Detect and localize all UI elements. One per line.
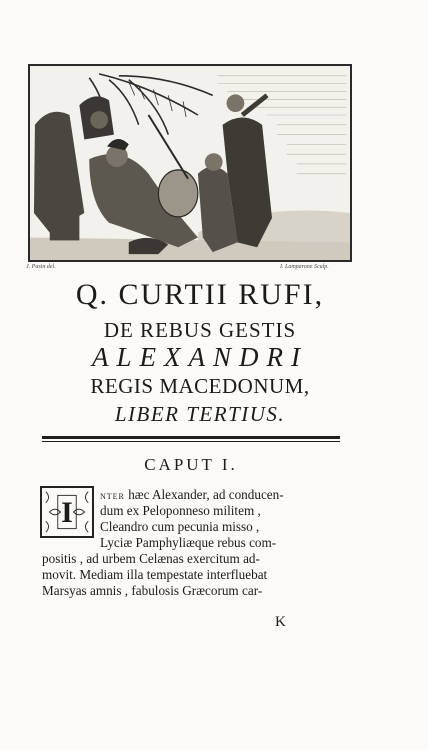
- text-line: dum ex Peloponneso militem ,: [100, 503, 261, 518]
- ornamental-initial: [40, 486, 94, 538]
- text-line: Marsyas amnis , fabulosis Græcorum car-: [42, 583, 263, 598]
- frontispiece-engraving: [28, 64, 352, 262]
- title-name: ALEXANDRI: [92, 342, 308, 372]
- title-epithet: REGIS MACEDONUM,: [90, 374, 310, 398]
- title-author: Q. CURTII RUFI,: [75, 278, 325, 311]
- text-line: [100, 487, 284, 504]
- title-book: LIBER TERTIUS.: [114, 402, 286, 426]
- chapter-heading: CAPUT I.: [144, 455, 238, 474]
- engraving-credit-artist: J. Pasin del.: [26, 264, 56, 270]
- first-line-text: hæc Alexander, ad conducen-: [124, 487, 284, 502]
- text-line: Cleandro cum pecunia misso ,: [100, 519, 260, 534]
- text-line: Lyciæ Pamphyliæque rebus com-: [100, 535, 277, 550]
- first-word-smallcaps: nter: [100, 490, 125, 502]
- text-line: positis , ad urbem Celænas exercitum ad-: [42, 551, 260, 566]
- engraving-scene: [30, 66, 350, 260]
- catchword-signature: K: [275, 614, 286, 630]
- title-subject: DE REBUS GESTIS: [103, 318, 297, 342]
- text-line: movit. Mediam illa tempestate interfluebat: [42, 567, 268, 582]
- drop-cap-letter: I: [61, 496, 73, 529]
- double-rule-thin: [42, 441, 340, 442]
- double-rule-thick: [42, 436, 340, 439]
- engraving-credit-engraver: I. Lamparone Sculp.: [280, 264, 329, 270]
